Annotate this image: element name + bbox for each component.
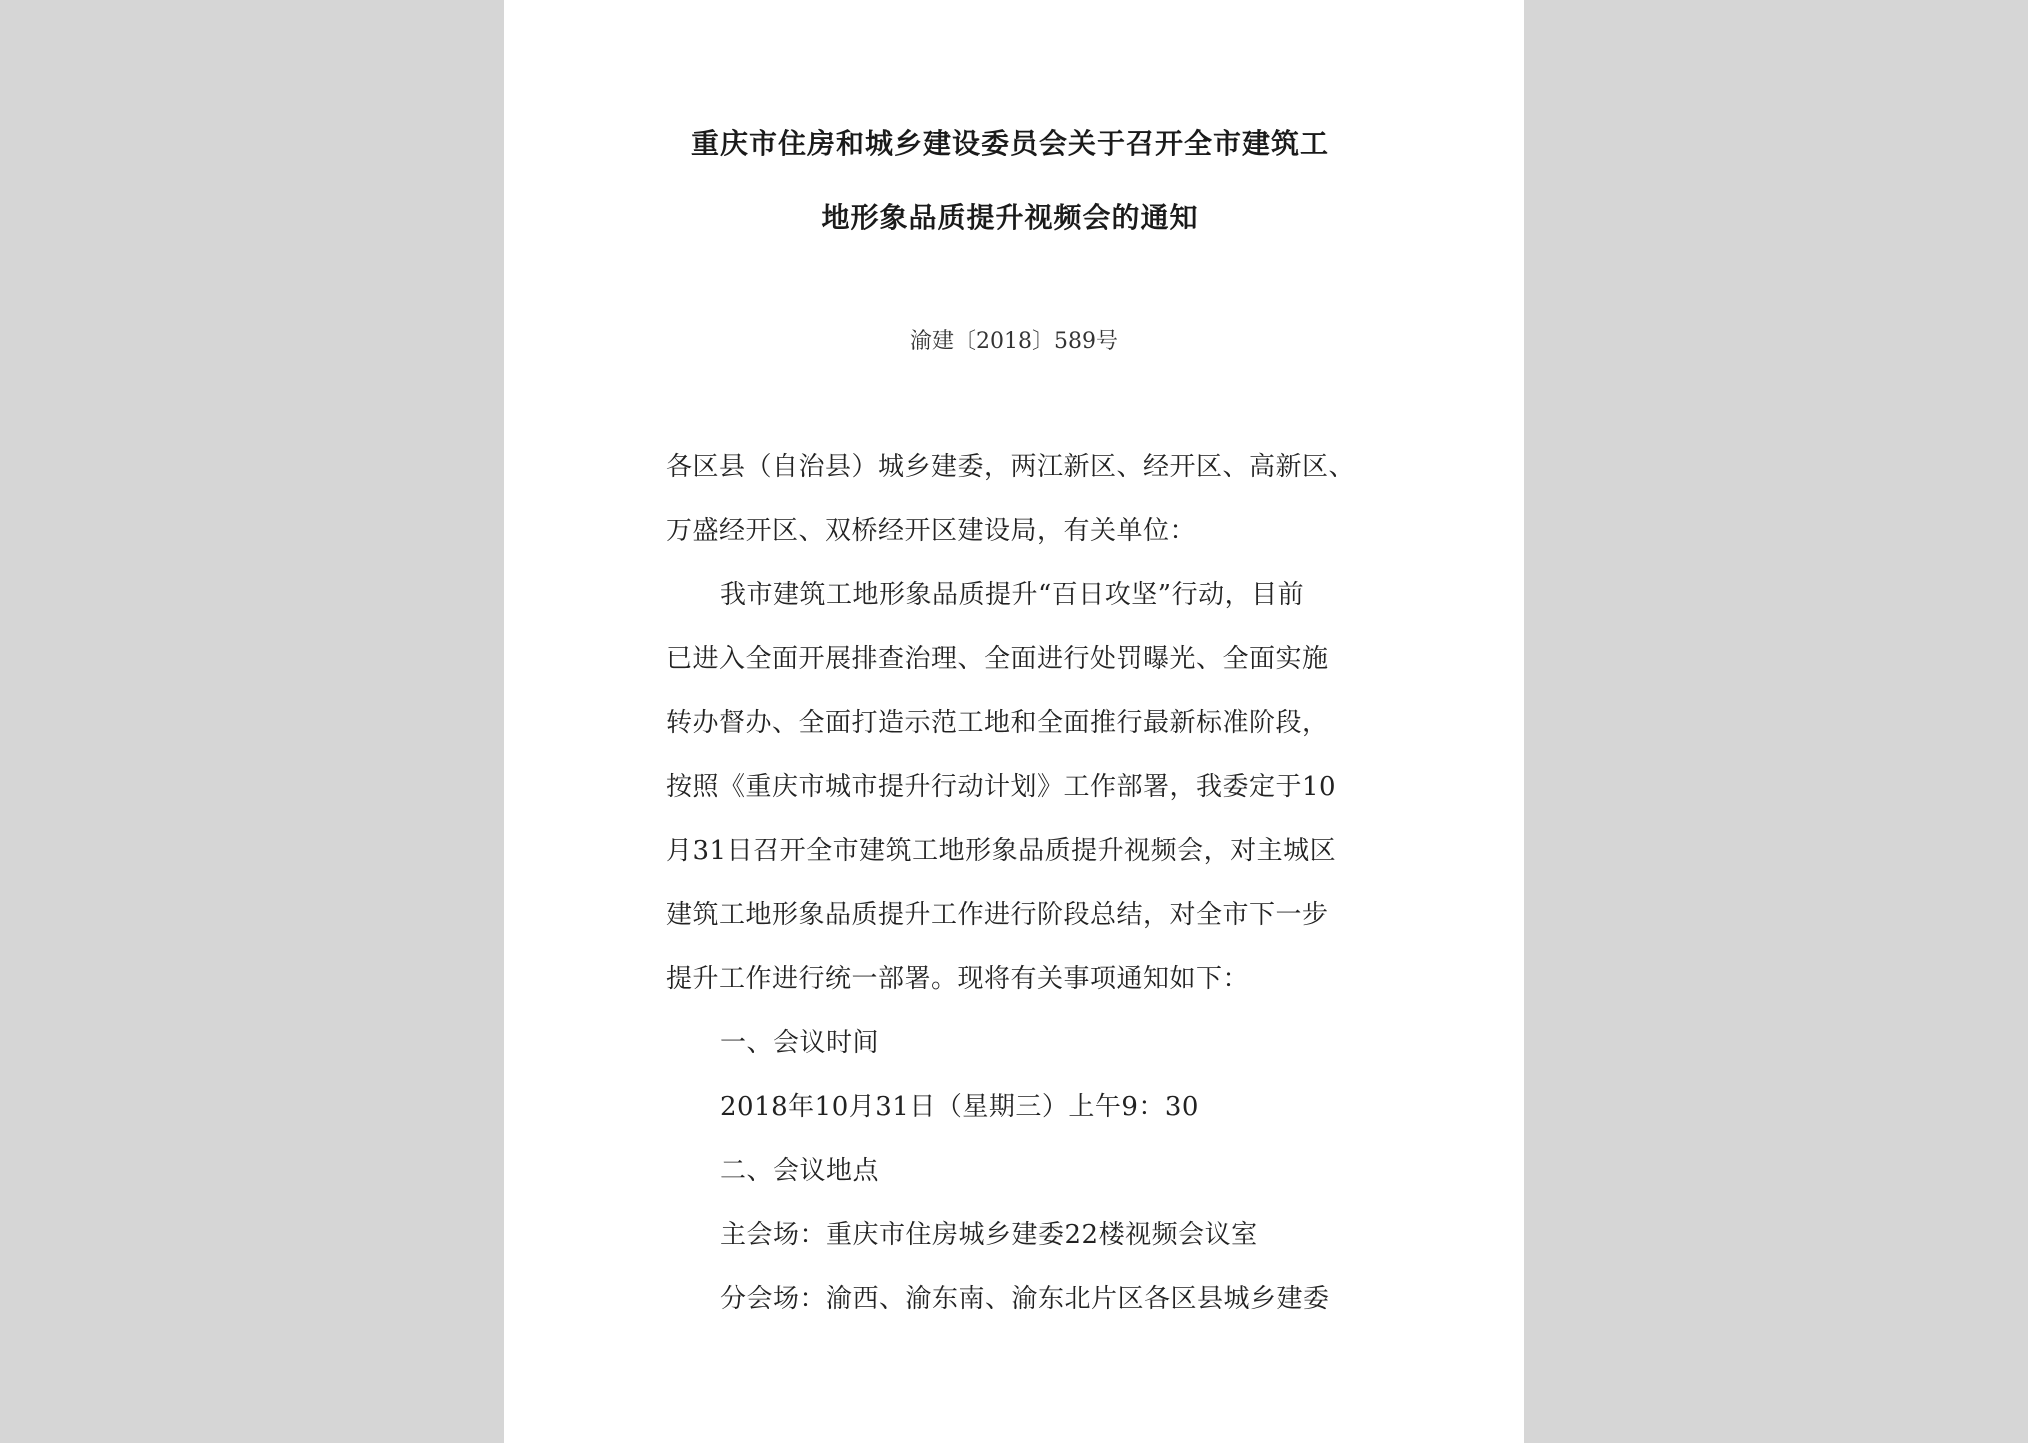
branch-venue: 分会场：渝西、渝东南、渝东北片区各区县城乡建委 xyxy=(720,1284,1330,1314)
document-number: 渝建〔2018〕589号 xyxy=(910,329,1118,354)
section-1-heading: 一、会议时间 xyxy=(720,1028,880,1058)
body-line: 已进入全面开展排查治理、全面进行处罚曝光、全面实施 xyxy=(666,644,1329,674)
section-2-heading: 二、会议地点 xyxy=(720,1156,880,1186)
body-line: 转办督办、全面打造示范工地和全面推行最新标准阶段， xyxy=(666,708,1329,738)
body-line: 我市建筑工地形象品质提升“百日攻坚”行动，目前 xyxy=(720,580,1305,610)
meeting-time: 2018年10月31日（星期三）上午9：30 xyxy=(720,1092,1199,1122)
main-venue: 主会场：重庆市住房城乡建委22楼视频会议室 xyxy=(720,1220,1258,1250)
addressee-line-1: 各区县（自治县）城乡建委，两江新区、经开区、高新区、 xyxy=(666,452,1356,482)
document-page xyxy=(504,0,1524,1443)
addressee-line-2: 万盛经开区、双桥经开区建设局，有关单位： xyxy=(666,516,1197,546)
body-line: 建筑工地形象品质提升工作进行阶段总结，对全市下一步 xyxy=(666,900,1329,930)
body-line: 月31日召开全市建筑工地形象品质提升视频会，对主城区 xyxy=(666,836,1337,866)
document-title-line-2: 地形象品质提升视频会的通知 xyxy=(821,201,1199,234)
body-line: 按照《重庆市城市提升行动计划》工作部署，我委定于10 xyxy=(666,772,1337,802)
document-title-line-1: 重庆市住房和城乡建设委员会关于召开全市建筑工 xyxy=(690,127,1329,160)
body-line: 提升工作进行统一部署。现将有关事项通知如下： xyxy=(666,964,1250,994)
